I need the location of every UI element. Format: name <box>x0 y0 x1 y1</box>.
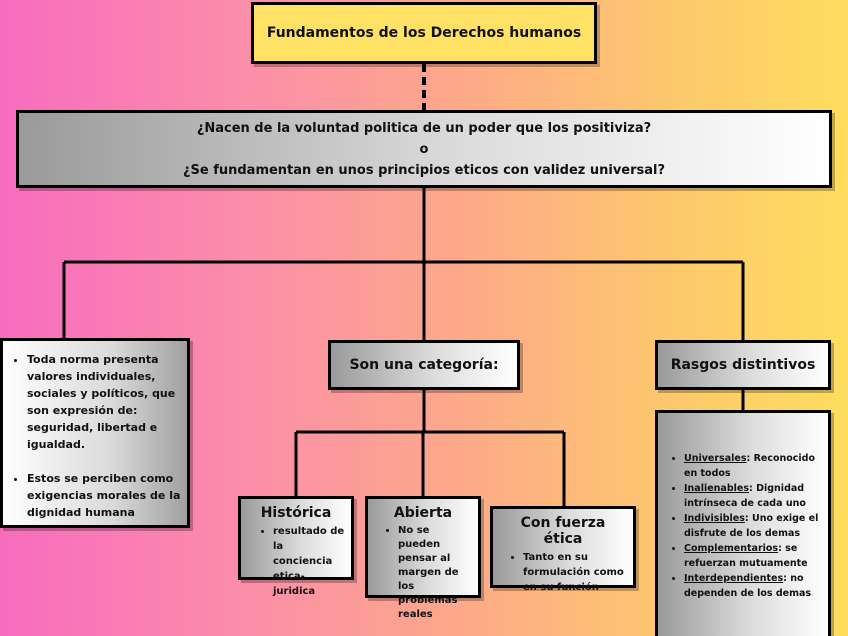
trait-inalienables: • Inalienables: Dignidad intrínseca de cada uno <box>684 481 823 511</box>
fuerza-etica-node <box>490 506 636 593</box>
left-item-1: • Toda norma presenta valores individuales, sociales y políticos, que son expresión de: seguridad, libertad e igualdad. <box>27 351 181 453</box>
abierta-node <box>365 496 481 620</box>
trait-indivisibles: • Indivisibles: Uno exige el disfrute de los demas <box>684 511 823 541</box>
root-node <box>251 2 597 64</box>
abierta-title: Abierta <box>393 505 453 521</box>
historica-node <box>238 496 354 597</box>
category-node <box>328 340 520 390</box>
category-title: Son una categoría: <box>349 357 499 373</box>
trait-complementarios: • Complementarios: se refuerzan mutuamente <box>684 541 823 571</box>
left-node <box>0 338 190 528</box>
fuerza-etica-item: • Tanto en su formulación como en su función <box>523 550 627 595</box>
question-line-2: o <box>419 141 429 157</box>
historica-item: • resultado de la conciencia etica-juridica <box>273 524 345 599</box>
question-node <box>16 110 832 188</box>
abierta-item: • No se pueden pensar al margen de los problemas reales <box>398 524 472 622</box>
traits-list <box>662 451 823 601</box>
traits-list-node <box>655 410 831 636</box>
trait-interdependientes: • Interdependientes: no dependen de los demas <box>684 571 823 601</box>
left-item-2: • Estos se perciben como exigencias morales de la dignidad humana <box>27 470 181 521</box>
historica-title: Histórica <box>260 505 332 521</box>
trait-universales: • Universales: Reconocido en todos <box>684 451 823 481</box>
root-title: Fundamentos de los Derechos humanos <box>266 25 582 41</box>
left-list <box>9 351 181 521</box>
traits-title: Rasgos distintivos <box>670 357 816 373</box>
fuerza-etica-title: Con fuerza ética <box>520 515 606 547</box>
traits-node <box>655 340 831 390</box>
question-line-3: ¿Se fundamentan en unos principios eticos con validez universal? <box>182 162 666 178</box>
question-line-1: ¿Nacen de la voluntad politica de un poder que los positiviza? <box>196 120 652 136</box>
